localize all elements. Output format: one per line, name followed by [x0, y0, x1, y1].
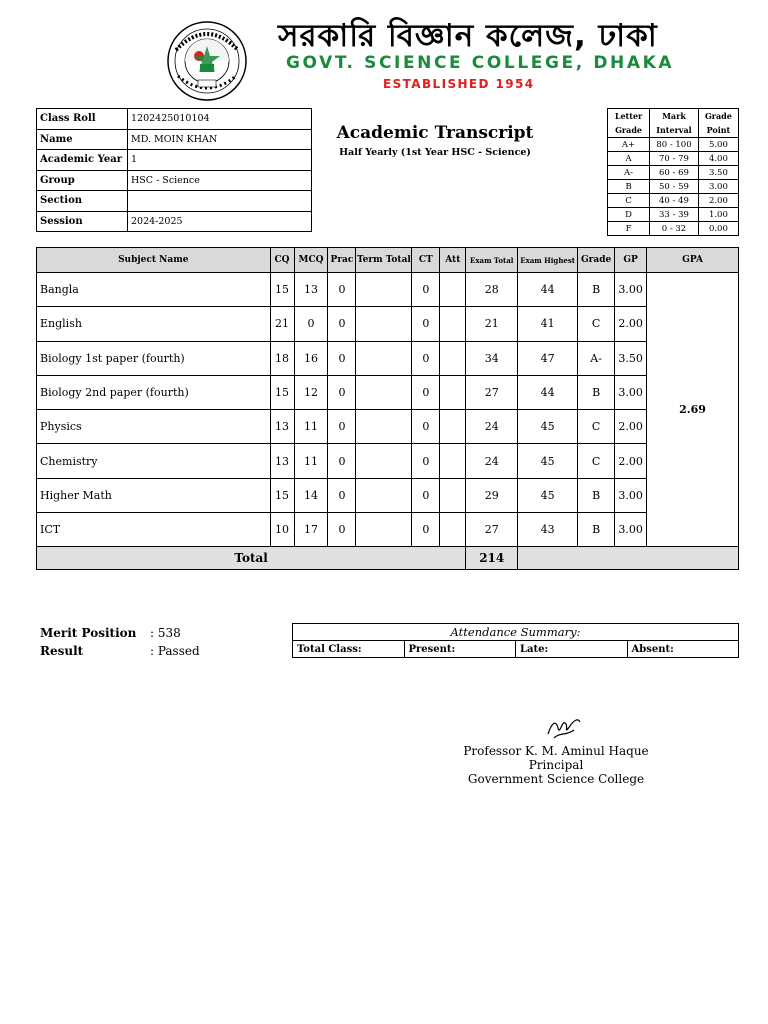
grade-scale-cell: 2.00 [698, 194, 738, 208]
marks-cell: 21 [270, 307, 294, 341]
marks-cell [440, 444, 466, 478]
marks-column-header: Prac [328, 248, 356, 273]
attendance-absent: Absent: [627, 641, 739, 658]
student-info-row [37, 129, 312, 150]
marks-cell [356, 478, 412, 512]
grade-scale-cell: 3.00 [698, 180, 738, 194]
subject-row [37, 444, 739, 478]
marks-cell: 0 [412, 307, 440, 341]
marks-cell: 0 [328, 341, 356, 375]
attendance-late: Late: [516, 641, 628, 658]
marks-cell: 44 [518, 375, 578, 409]
marks-cell: 11 [294, 410, 328, 444]
student-info-table [36, 108, 312, 232]
principal-block [440, 744, 672, 786]
marks-cell: 27 [466, 375, 518, 409]
student-info-row [37, 170, 312, 191]
marks-cell: 3.50 [615, 341, 647, 375]
document-title: Academic Transcript [336, 123, 534, 143]
marks-cell [440, 478, 466, 512]
marks-cell [440, 375, 466, 409]
marks-cell: 3.00 [615, 273, 647, 307]
marks-cell: 0 [412, 273, 440, 307]
total-row [37, 547, 739, 570]
principal-title: Principal [528, 758, 584, 772]
marks-cell: 15 [270, 273, 294, 307]
marks-cell: 10 [270, 513, 294, 547]
student-info-value: 2024-2025 [128, 211, 312, 232]
marks-cell: 2.00 [615, 444, 647, 478]
merit-position-label: Merit Position [40, 626, 137, 640]
grade-scale-row [608, 166, 739, 180]
grade-scale-cell: 5.00 [698, 138, 738, 152]
subject-name: Physics [37, 410, 271, 444]
attendance-total-class: Total Class: [293, 641, 405, 658]
marks-cell: 45 [518, 478, 578, 512]
marks-cell: 28 [466, 273, 518, 307]
grade-scale-cell: 60 - 69 [650, 166, 699, 180]
marks-cell: 44 [518, 273, 578, 307]
student-info-row [37, 109, 312, 130]
marks-cell [356, 341, 412, 375]
marks-cell [356, 444, 412, 478]
total-label: Total [37, 547, 466, 570]
grade-scale-cell: A [608, 152, 650, 166]
marks-cell: C [578, 444, 615, 478]
principal-institution: Government Science College [467, 772, 645, 786]
marks-cell: 0 [328, 307, 356, 341]
subject-name: Higher Math [37, 478, 271, 512]
marks-cell: A- [578, 341, 615, 375]
grade-scale-row [608, 138, 739, 152]
student-info-label: Class Roll [37, 109, 128, 130]
subject-row [37, 478, 739, 512]
marks-cell: 17 [294, 513, 328, 547]
marks-cell: 13 [270, 410, 294, 444]
subject-name: ICT [37, 513, 271, 547]
total-value: 214 [466, 547, 518, 570]
marks-cell: 0 [412, 478, 440, 512]
student-info-label: Session [37, 211, 128, 232]
subject-name: Biology 1st paper (fourth) [37, 341, 271, 375]
marks-cell: B [578, 273, 615, 307]
marks-column-header: MCQ [294, 248, 328, 273]
marks-cell: 0 [412, 444, 440, 478]
marks-cell: 11 [294, 444, 328, 478]
student-info-label: Section [37, 191, 128, 212]
grade-scale-row [608, 180, 739, 194]
marks-cell: 3.00 [615, 478, 647, 512]
result-label: Result [40, 644, 84, 658]
grade-scale-row [608, 208, 739, 222]
merit-position-value: : 538 [150, 626, 181, 640]
marks-cell: 12 [294, 375, 328, 409]
student-info-value: 1 [128, 150, 312, 171]
marks-cell: 0 [294, 307, 328, 341]
established-year: ESTABLISHED 1954 [383, 77, 535, 91]
subject-row [37, 375, 739, 409]
marks-cell: B [578, 478, 615, 512]
marks-cell: 0 [328, 513, 356, 547]
marks-cell [356, 307, 412, 341]
marks-cell: 0 [328, 375, 356, 409]
marks-cell [440, 513, 466, 547]
grade-scale-cell: 0.00 [698, 222, 738, 236]
marks-cell: 45 [518, 410, 578, 444]
marks-column-header: CQ [270, 248, 294, 273]
marks-cell [356, 513, 412, 547]
grade-scale-cell: A+ [608, 138, 650, 152]
subject-name: Chemistry [37, 444, 271, 478]
principal-signature [544, 712, 584, 742]
marks-cell: 0 [328, 410, 356, 444]
grade-scale-row [608, 194, 739, 208]
grade-scale-cell: 1.00 [698, 208, 738, 222]
grade-scale-cell: 0 - 32 [650, 222, 699, 236]
document-subtitle: Half Yearly (1st Year HSC - Science) [339, 147, 531, 158]
grade-scale-cell: 3.50 [698, 166, 738, 180]
subject-name: English [37, 307, 271, 341]
marks-cell [356, 410, 412, 444]
grade-scale-header: Mark Interval [650, 109, 699, 138]
marks-column-header: Subject Name [37, 248, 271, 273]
result-value: : Passed [150, 644, 200, 658]
subject-row [37, 513, 739, 547]
grade-scale-cell: 33 - 39 [650, 208, 699, 222]
college-name-english: GOVT. SCIENCE COLLEGE, DHAKA [286, 53, 675, 73]
grade-scale-cell: F [608, 222, 650, 236]
subject-row [37, 273, 739, 307]
marks-cell: 3.00 [615, 513, 647, 547]
marks-cell: 29 [466, 478, 518, 512]
marks-cell: 18 [270, 341, 294, 375]
college-logo [166, 20, 248, 102]
marks-cell: 0 [412, 341, 440, 375]
marks-cell [440, 341, 466, 375]
marks-cell: 24 [466, 410, 518, 444]
grade-scale-cell: D [608, 208, 650, 222]
marks-cell: 27 [466, 513, 518, 547]
marks-cell: 2.00 [615, 410, 647, 444]
result-summary [40, 624, 200, 660]
college-name-bengali: সরকারি বিজ্ঞান কলেজ, ঢাকা [278, 18, 658, 54]
attendance-summary-table [292, 623, 739, 658]
student-info-row [37, 191, 312, 212]
marks-cell: 2.00 [615, 307, 647, 341]
marks-column-header: Att [440, 248, 466, 273]
marks-cell: 15 [270, 375, 294, 409]
marks-cell [356, 273, 412, 307]
marks-cell: 0 [412, 375, 440, 409]
student-info-value [128, 191, 312, 212]
subject-name: Bangla [37, 273, 271, 307]
marks-column-header: Exam Total [466, 248, 518, 273]
student-info-row [37, 150, 312, 171]
grade-scale-cell: B [608, 180, 650, 194]
subject-row [37, 341, 739, 375]
subject-row [37, 410, 739, 444]
grade-scale-cell: 4.00 [698, 152, 738, 166]
grade-scale-cell: A- [608, 166, 650, 180]
grade-scale-header: Letter Grade [608, 109, 650, 138]
marks-cell [440, 273, 466, 307]
marks-cell: B [578, 513, 615, 547]
student-info-value: MD. MOIN KHAN [128, 129, 312, 150]
marks-table [36, 247, 739, 570]
grade-scale-cell: 50 - 59 [650, 180, 699, 194]
marks-cell [440, 307, 466, 341]
attendance-present: Present: [404, 641, 516, 658]
grade-scale-cell: C [608, 194, 650, 208]
marks-cell: 13 [294, 273, 328, 307]
grade-scale-table [607, 108, 739, 236]
marks-cell: 16 [294, 341, 328, 375]
marks-column-header: Exam Highest [518, 248, 578, 273]
marks-cell: 15 [270, 478, 294, 512]
total-filler [518, 547, 739, 570]
marks-cell: 0 [328, 478, 356, 512]
gpa-value: 2.69 [647, 273, 739, 547]
grade-scale-row [608, 152, 739, 166]
marks-cell: 34 [466, 341, 518, 375]
marks-column-header: GP [615, 248, 647, 273]
grade-scale-cell: 70 - 79 [650, 152, 699, 166]
marks-cell: C [578, 410, 615, 444]
marks-cell: 41 [518, 307, 578, 341]
grade-scale-row [608, 222, 739, 236]
student-info-label: Group [37, 170, 128, 191]
merit-position-row [40, 624, 200, 642]
marks-cell: B [578, 375, 615, 409]
grade-scale-cell: 80 - 100 [650, 138, 699, 152]
marks-column-header: GPA [647, 248, 739, 273]
marks-cell: 13 [270, 444, 294, 478]
marks-cell: C [578, 307, 615, 341]
marks-cell: 3.00 [615, 375, 647, 409]
marks-cell: 21 [466, 307, 518, 341]
student-info-row [37, 211, 312, 232]
marks-cell: 24 [466, 444, 518, 478]
grade-scale-header: Grade Point [698, 109, 738, 138]
marks-cell: 0 [412, 410, 440, 444]
student-info-label: Academic Year [37, 150, 128, 171]
marks-cell: 45 [518, 444, 578, 478]
marks-cell: 43 [518, 513, 578, 547]
marks-cell: 0 [328, 273, 356, 307]
marks-column-header: CT [412, 248, 440, 273]
marks-column-header: Grade [578, 248, 615, 273]
student-info-label: Name [37, 129, 128, 150]
marks-cell: 47 [518, 341, 578, 375]
principal-name: Professor K. M. Aminul Haque [463, 744, 649, 758]
result-row [40, 642, 200, 660]
subject-row [37, 307, 739, 341]
marks-cell: 14 [294, 478, 328, 512]
student-info-value: 1202425010104 [128, 109, 312, 130]
marks-cell: 0 [328, 444, 356, 478]
marks-column-header: Term Total [356, 248, 412, 273]
attendance-caption: Attendance Summary: [293, 624, 739, 641]
student-info-value: HSC - Science [128, 170, 312, 191]
marks-cell [356, 375, 412, 409]
subject-name: Biology 2nd paper (fourth) [37, 375, 271, 409]
marks-cell [440, 410, 466, 444]
marks-cell: 0 [412, 513, 440, 547]
grade-scale-cell: 40 - 49 [650, 194, 699, 208]
